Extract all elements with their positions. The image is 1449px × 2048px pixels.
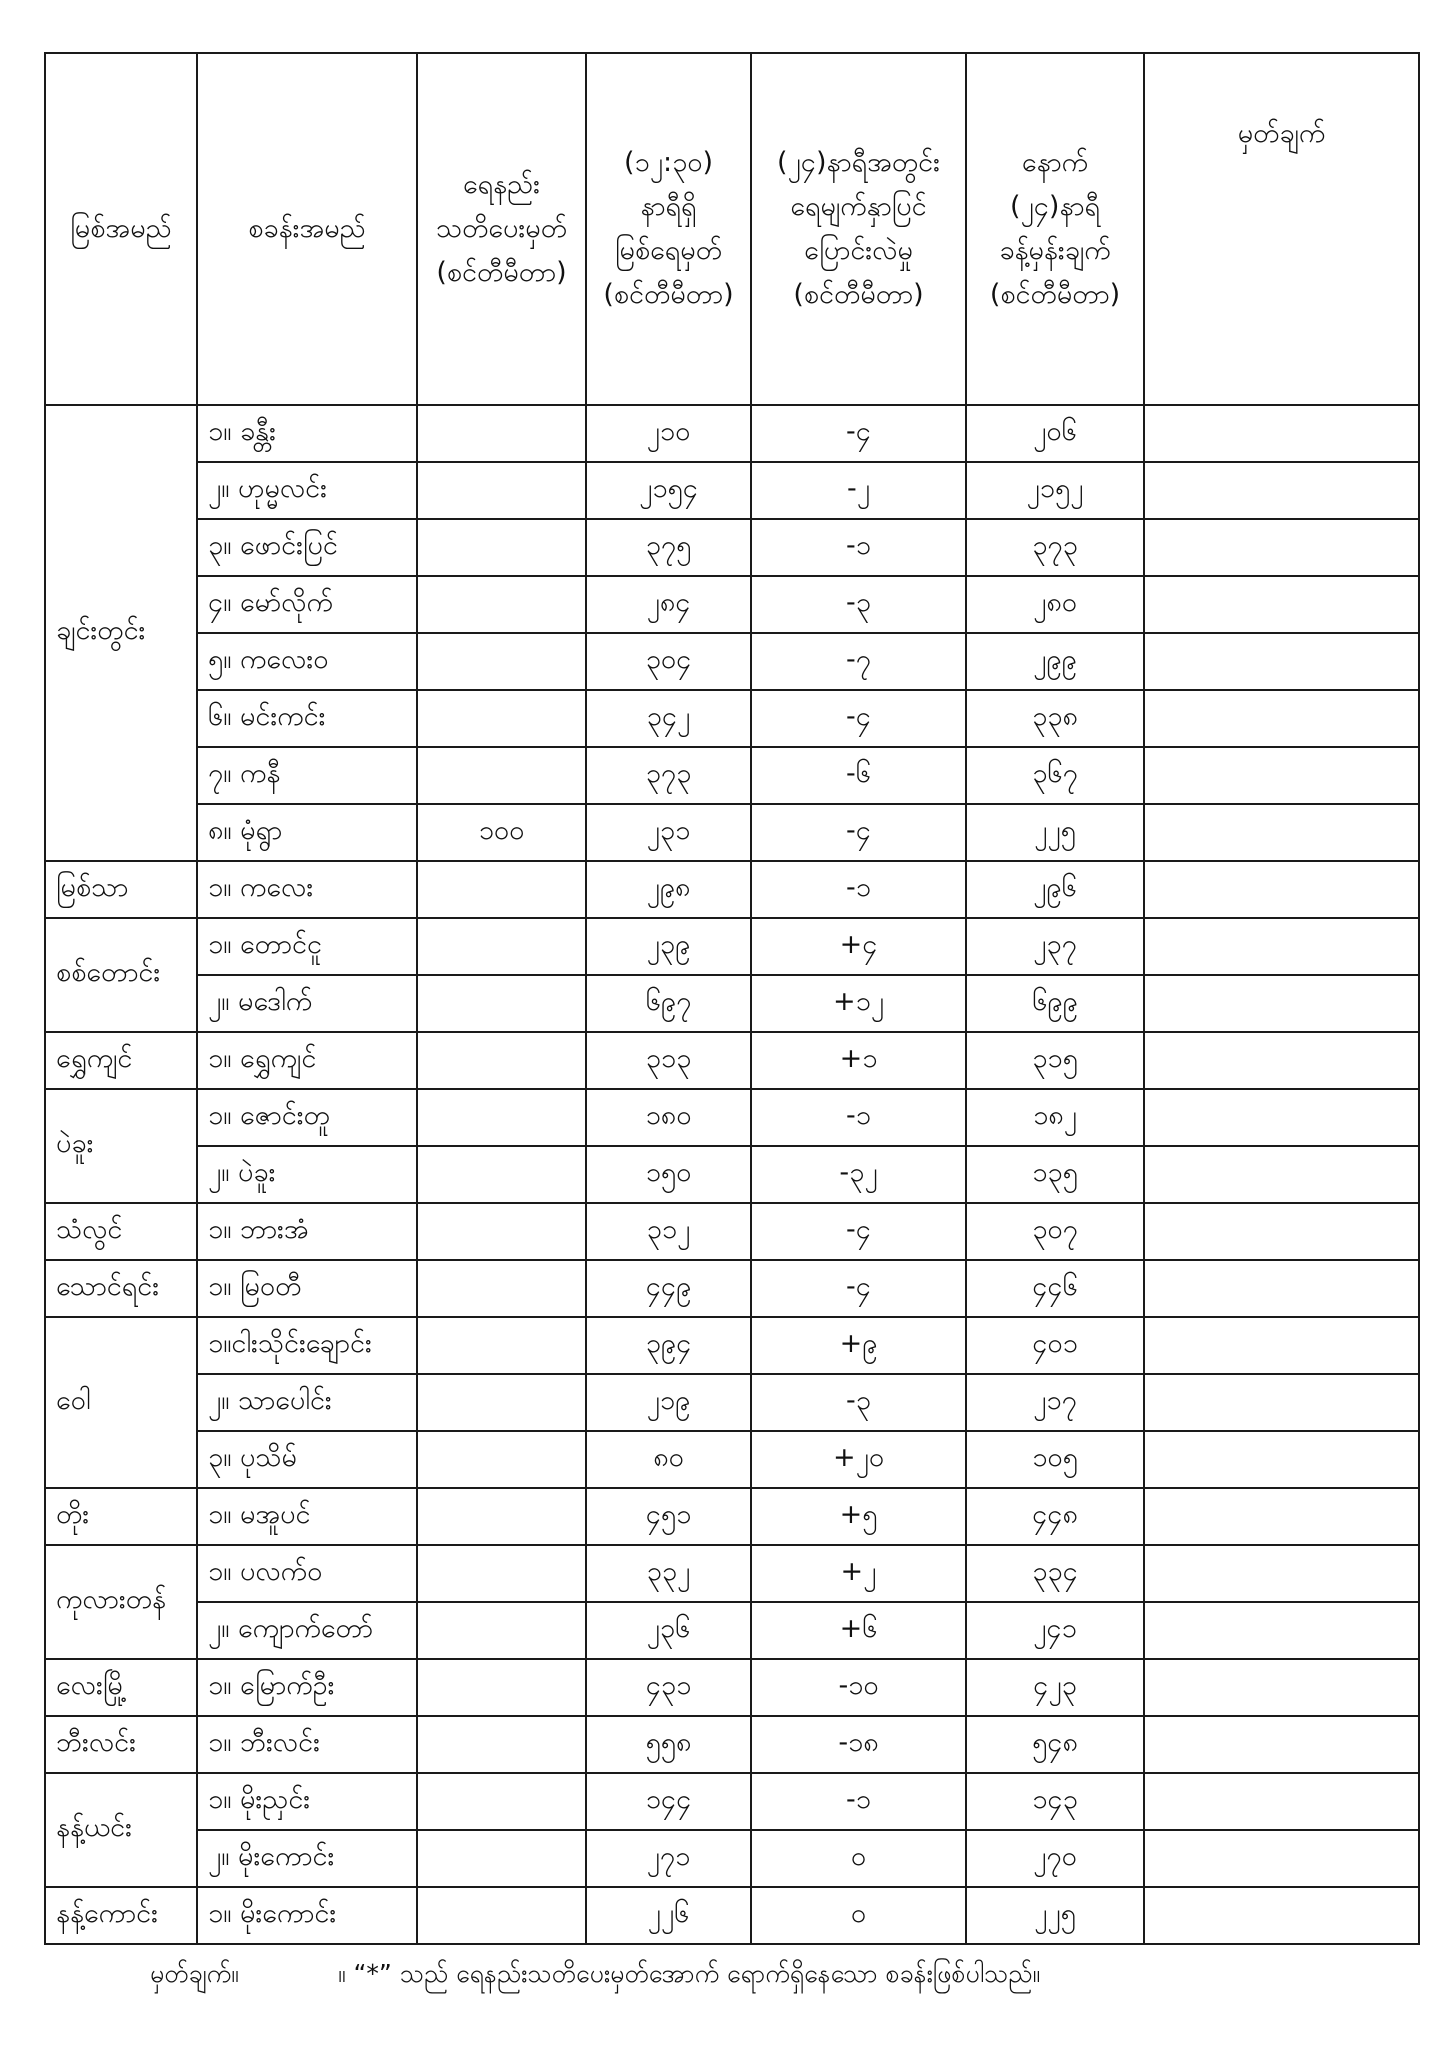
observed-level-cell: ၂၁၅၄ — [586, 462, 751, 519]
river-name: ဘီးလင်း — [45, 1716, 197, 1773]
warning-level-cell — [417, 1260, 586, 1317]
change-24h-cell: -၃၂ — [751, 1146, 966, 1203]
observed-level-cell: ၃၃၂ — [586, 1545, 751, 1602]
river-name: သံလွင် — [45, 1203, 197, 1260]
station-name: ၁။ မြဝတီ — [197, 1260, 417, 1317]
forecast-24h-cell: ၅၄၈ — [966, 1716, 1144, 1773]
observed-level-cell: ၃၇၅ — [586, 519, 751, 576]
station-name: ၈။ မုံရွာ — [197, 804, 417, 861]
table-row — [45, 405, 1419, 462]
station-name: ၁။ ကလေး — [197, 861, 417, 918]
warning-level-cell — [417, 1830, 586, 1887]
remarks-cell — [1144, 1830, 1419, 1887]
forecast-24h-cell: ၃၆၇ — [966, 747, 1144, 804]
observed-level-cell: ၂၁၀ — [586, 405, 751, 462]
remarks-cell — [1144, 975, 1419, 1032]
forecast-24h-cell: ၃၃၄ — [966, 1545, 1144, 1602]
table-row — [45, 690, 1419, 747]
river-name: ရွှေကျင် — [45, 1032, 197, 1089]
observed-level-cell: ၂၃၆ — [586, 1602, 751, 1659]
river-name: စစ်တောင်း — [45, 918, 197, 1032]
warning-level-cell — [417, 1488, 586, 1545]
change-24h-cell: +၄ — [751, 918, 966, 975]
remarks-cell — [1144, 1374, 1419, 1431]
warning-level-cell — [417, 1374, 586, 1431]
remarks-cell — [1144, 690, 1419, 747]
header-line: နောက် — [1021, 147, 1089, 178]
river-name: ဝေါ — [45, 1317, 197, 1488]
change-24h-cell: +၅ — [751, 1488, 966, 1545]
header-line: (၁၂:၃၀) — [624, 147, 713, 178]
warning-level-cell — [417, 576, 586, 633]
forecast-24h-header — [966, 53, 1144, 405]
river-name: ကုလားတန် — [45, 1545, 197, 1659]
station-name: ၇။ ကနီ — [197, 747, 417, 804]
river-level-table — [44, 52, 1420, 1945]
table-row — [45, 1317, 1419, 1374]
river-name: ပဲခူး — [45, 1089, 197, 1203]
station-name: ၁။ မိုးကောင်း — [197, 1887, 417, 1944]
change-24h-cell: +၁၂ — [751, 975, 966, 1032]
forecast-24h-cell: ၂၇၀ — [966, 1830, 1144, 1887]
warning-level-cell — [417, 690, 586, 747]
change-24h-cell: ၀ — [751, 1887, 966, 1944]
warning-level-cell — [417, 975, 586, 1032]
header-line: နာရီရှိ — [640, 191, 697, 222]
header-line: ခန့်မှန်းချက် — [999, 235, 1111, 266]
remarks-cell — [1144, 1659, 1419, 1716]
observed-level-cell: ၄၃၁ — [586, 1659, 751, 1716]
remarks-cell — [1144, 1431, 1419, 1488]
observed-level-cell: ၆၉၇ — [586, 975, 751, 1032]
header-line: (စင်တီမီတာ) — [989, 279, 1121, 310]
header-line: မြစ်အမည် — [70, 213, 172, 244]
forecast-24h-cell: ၁၈၂ — [966, 1089, 1144, 1146]
change-24h-cell: -၄ — [751, 1203, 966, 1260]
remarks-cell — [1144, 1203, 1419, 1260]
forecast-24h-cell: ၁၃၅ — [966, 1146, 1144, 1203]
forecast-24h-cell: ၂၄၁ — [966, 1602, 1144, 1659]
forecast-24h-cell: ၃၇၃ — [966, 519, 1144, 576]
river-name: နန့်ကောင်း — [45, 1887, 197, 1944]
remarks-cell — [1144, 405, 1419, 462]
header-line: (၂၄)နာရီ — [1009, 191, 1101, 222]
table-row — [45, 1887, 1419, 1944]
station-name: ၄။ မော်လိုက် — [197, 576, 417, 633]
change-24h-cell: -၃ — [751, 1374, 966, 1431]
change-24h-cell: -၄ — [751, 690, 966, 747]
table-row — [45, 1488, 1419, 1545]
station-name: ၆။ မင်းကင်း — [197, 690, 417, 747]
remarks-header — [1144, 53, 1419, 405]
observed-level-cell: ၅၅၈ — [586, 1716, 751, 1773]
observed-level-cell: ၈၀ — [586, 1431, 751, 1488]
observed-level-cell: ၂၁၉ — [586, 1374, 751, 1431]
river-name: မြစ်သာ — [45, 861, 197, 918]
change-24h-cell: +၆ — [751, 1602, 966, 1659]
observed-level-cell: ၂၉၈ — [586, 861, 751, 918]
table-row — [45, 1260, 1419, 1317]
remarks-cell — [1144, 462, 1419, 519]
station-name: ၁။ မအူပင် — [197, 1488, 417, 1545]
forecast-24h-cell: ၂၀၆ — [966, 405, 1144, 462]
forecast-24h-cell: ၂၉၉ — [966, 633, 1144, 690]
river-name: တိုး — [45, 1488, 197, 1545]
warning-level-cell — [417, 1431, 586, 1488]
station-name: ၁။ ခန္တီး — [197, 405, 417, 462]
header-line: (စင်တီမီတာ) — [603, 279, 734, 310]
observed-level-cell: ၂၈၄ — [586, 576, 751, 633]
remarks-cell — [1144, 1317, 1419, 1374]
station-name: ၁။ မိုးညှင်း — [197, 1773, 417, 1830]
warning-level-cell — [417, 861, 586, 918]
station-name: ၂။ မိုးကောင်း — [197, 1830, 417, 1887]
remarks-cell — [1144, 1545, 1419, 1602]
header-line: မြစ်ရေမှတ် — [614, 235, 723, 266]
station-name: ၁။ မြောက်ဦး — [197, 1659, 417, 1716]
warning-level-cell — [417, 519, 586, 576]
table-row — [45, 1374, 1419, 1431]
station-name: ၁။ ပလက်ဝ — [197, 1545, 417, 1602]
change-24h-cell: -၆ — [751, 747, 966, 804]
table-row — [45, 861, 1419, 918]
station-name: ၁။ တောင်ငူ — [197, 918, 417, 975]
river-name: နန့်ယင်း — [45, 1773, 197, 1887]
change-24h-cell: -၃ — [751, 576, 966, 633]
warning-level-cell — [417, 1146, 586, 1203]
table-row — [45, 1716, 1419, 1773]
observed-level-cell: ၄၄၉ — [586, 1260, 751, 1317]
header-line: သတိပေးမှတ် — [435, 213, 568, 244]
observed-level-cell: ၃၄၂ — [586, 690, 751, 747]
forecast-24h-cell: ၂၃၇ — [966, 918, 1144, 975]
remarks-cell — [1144, 1716, 1419, 1773]
forecast-24h-cell: ၂၁၅၂ — [966, 462, 1144, 519]
warning-level-cell — [417, 1089, 586, 1146]
change-24h-cell: -၁ — [751, 1089, 966, 1146]
station-name: ၁။ ရွှေကျင် — [197, 1032, 417, 1089]
table-row — [45, 804, 1419, 861]
change-24h-cell: -၁၀ — [751, 1659, 966, 1716]
remarks-cell — [1144, 1032, 1419, 1089]
observed-level-cell: ၂၇၁ — [586, 1830, 751, 1887]
remarks-cell — [1144, 576, 1419, 633]
table-header — [45, 53, 1419, 405]
observed-level-cell: ၄၅၁ — [586, 1488, 751, 1545]
station-name: ၂။ ဟုမ္မလင်း — [197, 462, 417, 519]
forecast-24h-cell: ၁၄၃ — [966, 1773, 1144, 1830]
forecast-24h-cell: ၄၄၈ — [966, 1488, 1144, 1545]
remarks-cell — [1144, 861, 1419, 918]
forecast-24h-cell: ၄၂၃ — [966, 1659, 1144, 1716]
change-24h-cell: -၄ — [751, 1260, 966, 1317]
header-line: စခန်းအမည် — [248, 213, 366, 244]
remarks-cell — [1144, 1089, 1419, 1146]
table-row — [45, 633, 1419, 690]
remarks-cell — [1144, 1773, 1419, 1830]
warning-level-header — [417, 53, 586, 405]
change-24h-cell: -၄ — [751, 405, 966, 462]
table-row — [45, 1602, 1419, 1659]
station-name: ၁။ ဇောင်းတူ — [197, 1089, 417, 1146]
river-name: လေးမြို့ — [45, 1659, 197, 1716]
station-name: ၂။ သာပေါင်း — [197, 1374, 417, 1431]
warning-level-cell — [417, 405, 586, 462]
table-row — [45, 975, 1419, 1032]
station-name: ၂။ ပဲခူး — [197, 1146, 417, 1203]
change-24h-cell: ၀ — [751, 1830, 966, 1887]
remarks-cell — [1144, 918, 1419, 975]
remarks-cell — [1144, 1488, 1419, 1545]
station-name: ၁။ ဘီးလင်း — [197, 1716, 417, 1773]
change-24h-cell: -၁ — [751, 1773, 966, 1830]
station-name: ၂။ ကျောက်တော် — [197, 1602, 417, 1659]
warning-level-cell — [417, 1032, 586, 1089]
warning-level-cell — [417, 1716, 586, 1773]
header-line: ရေမျက်နှာပြင် — [790, 191, 927, 222]
forecast-24h-cell: ၂၂၅ — [966, 804, 1144, 861]
footnote-text: ။ “*” သည် ရေနည်းသတိပေးမှတ်အောက် ရောက်ရှိနေသော စခန်းဖြစ်ပါသည်။ — [337, 1959, 1041, 1988]
station-name: ၁။ငါးသိုင်းချောင်း — [197, 1317, 417, 1374]
change-24h-cell: -၇ — [751, 633, 966, 690]
warning-level-cell — [417, 918, 586, 975]
warning-level-cell: ၁၀၀ — [417, 804, 586, 861]
table-row — [45, 1431, 1419, 1488]
warning-level-cell — [417, 1317, 586, 1374]
forecast-24h-cell: ၃၀၇ — [966, 1203, 1144, 1260]
change-24h-cell: +၉ — [751, 1317, 966, 1374]
table-row — [45, 1089, 1419, 1146]
warning-level-cell — [417, 747, 586, 804]
table-row — [45, 1830, 1419, 1887]
remarks-cell — [1144, 1146, 1419, 1203]
change-24h-cell: -၁ — [751, 861, 966, 918]
remarks-cell — [1144, 747, 1419, 804]
table-row — [45, 1032, 1419, 1089]
remarks-cell — [1144, 519, 1419, 576]
table-row — [45, 747, 1419, 804]
remarks-cell — [1144, 1887, 1419, 1944]
change-24h-cell: +၁ — [751, 1032, 966, 1089]
remarks-cell — [1144, 804, 1419, 861]
observed-level-header — [586, 53, 751, 405]
table-row — [45, 1773, 1419, 1830]
forecast-24h-cell: ၂၉၆ — [966, 861, 1144, 918]
warning-level-cell — [417, 633, 586, 690]
forecast-24h-cell: ၂၂၅ — [966, 1887, 1144, 1944]
observed-level-cell: ၃၀၄ — [586, 633, 751, 690]
forecast-24h-cell: ၂၈၀ — [966, 576, 1144, 633]
warning-level-cell — [417, 1545, 586, 1602]
observed-level-cell: ၃၁၃ — [586, 1032, 751, 1089]
table-row — [45, 1545, 1419, 1602]
change-24h-cell: -၁၈ — [751, 1716, 966, 1773]
table-body — [45, 405, 1419, 1944]
warning-level-cell — [417, 462, 586, 519]
header-row — [45, 53, 1419, 405]
observed-level-cell: ၂၃၉ — [586, 918, 751, 975]
forecast-24h-cell: ၄၀၁ — [966, 1317, 1144, 1374]
remarks-cell — [1144, 1260, 1419, 1317]
header-line: (၂၄)နာရီအတွင်း — [776, 147, 940, 178]
footnote — [150, 1958, 1040, 1995]
footnote-label: မှတ်ချက်။ — [150, 1959, 239, 1988]
observed-level-cell: ၁၅၀ — [586, 1146, 751, 1203]
river-name: ချင်းတွင်း — [45, 405, 197, 861]
change-24h-cell: -၄ — [751, 804, 966, 861]
forecast-24h-cell: ၃၃၈ — [966, 690, 1144, 747]
remarks-cell — [1144, 633, 1419, 690]
station-name: ၃။ ဖောင်းပြင် — [197, 519, 417, 576]
observed-level-cell: ၂၃၁ — [586, 804, 751, 861]
table-row — [45, 918, 1419, 975]
river-name: သောင်ရင်း — [45, 1260, 197, 1317]
station-name: ၅။ ကလေးဝ — [197, 633, 417, 690]
change-24h-cell: +၂၀ — [751, 1431, 966, 1488]
observed-level-cell: ၃၉၄ — [586, 1317, 751, 1374]
header-line: (စင်တီမီတာ) — [436, 257, 567, 288]
forecast-24h-cell: ၂၁၇ — [966, 1374, 1144, 1431]
forecast-24h-cell: ၁၀၅ — [966, 1431, 1144, 1488]
warning-level-cell — [417, 1602, 586, 1659]
table-row — [45, 576, 1419, 633]
station-name: ၂။ မဒေါက် — [197, 975, 417, 1032]
station-name: ၁။ ဘားအံ — [197, 1203, 417, 1260]
warning-level-cell — [417, 1659, 586, 1716]
table-row — [45, 1203, 1419, 1260]
forecast-24h-cell: ၄၄၆ — [966, 1260, 1144, 1317]
forecast-24h-cell: ၆၉၉ — [966, 975, 1144, 1032]
header-line: ပြောင်းလဲမှု — [804, 235, 913, 266]
change-24h-cell: -၂ — [751, 462, 966, 519]
change-24h-cell: -၁ — [751, 519, 966, 576]
warning-level-cell — [417, 1203, 586, 1260]
remarks-cell — [1144, 1602, 1419, 1659]
table-row — [45, 1659, 1419, 1716]
change-24h-cell: +၂ — [751, 1545, 966, 1602]
header-line: ရေနည်း — [462, 169, 541, 200]
observed-level-cell: ၂၂၆ — [586, 1887, 751, 1944]
observed-level-cell: ၁၄၄ — [586, 1773, 751, 1830]
change-24h-header — [751, 53, 966, 405]
table-row — [45, 1146, 1419, 1203]
table-row — [45, 519, 1419, 576]
forecast-24h-cell: ၃၁၅ — [966, 1032, 1144, 1089]
observed-level-cell: ၃၇၃ — [586, 747, 751, 804]
warning-level-cell — [417, 1887, 586, 1944]
river-header — [45, 53, 197, 405]
warning-level-cell — [417, 1773, 586, 1830]
observed-level-cell: ၃၁၂ — [586, 1203, 751, 1260]
header-line: (စင်တီမီတာ) — [793, 279, 924, 310]
observed-level-cell: ၁၈၀ — [586, 1089, 751, 1146]
table-row — [45, 462, 1419, 519]
header-line: မှတ်ချက် — [1237, 118, 1326, 149]
station-header — [197, 53, 417, 405]
station-name: ၃။ ပုသိမ် — [197, 1431, 417, 1488]
